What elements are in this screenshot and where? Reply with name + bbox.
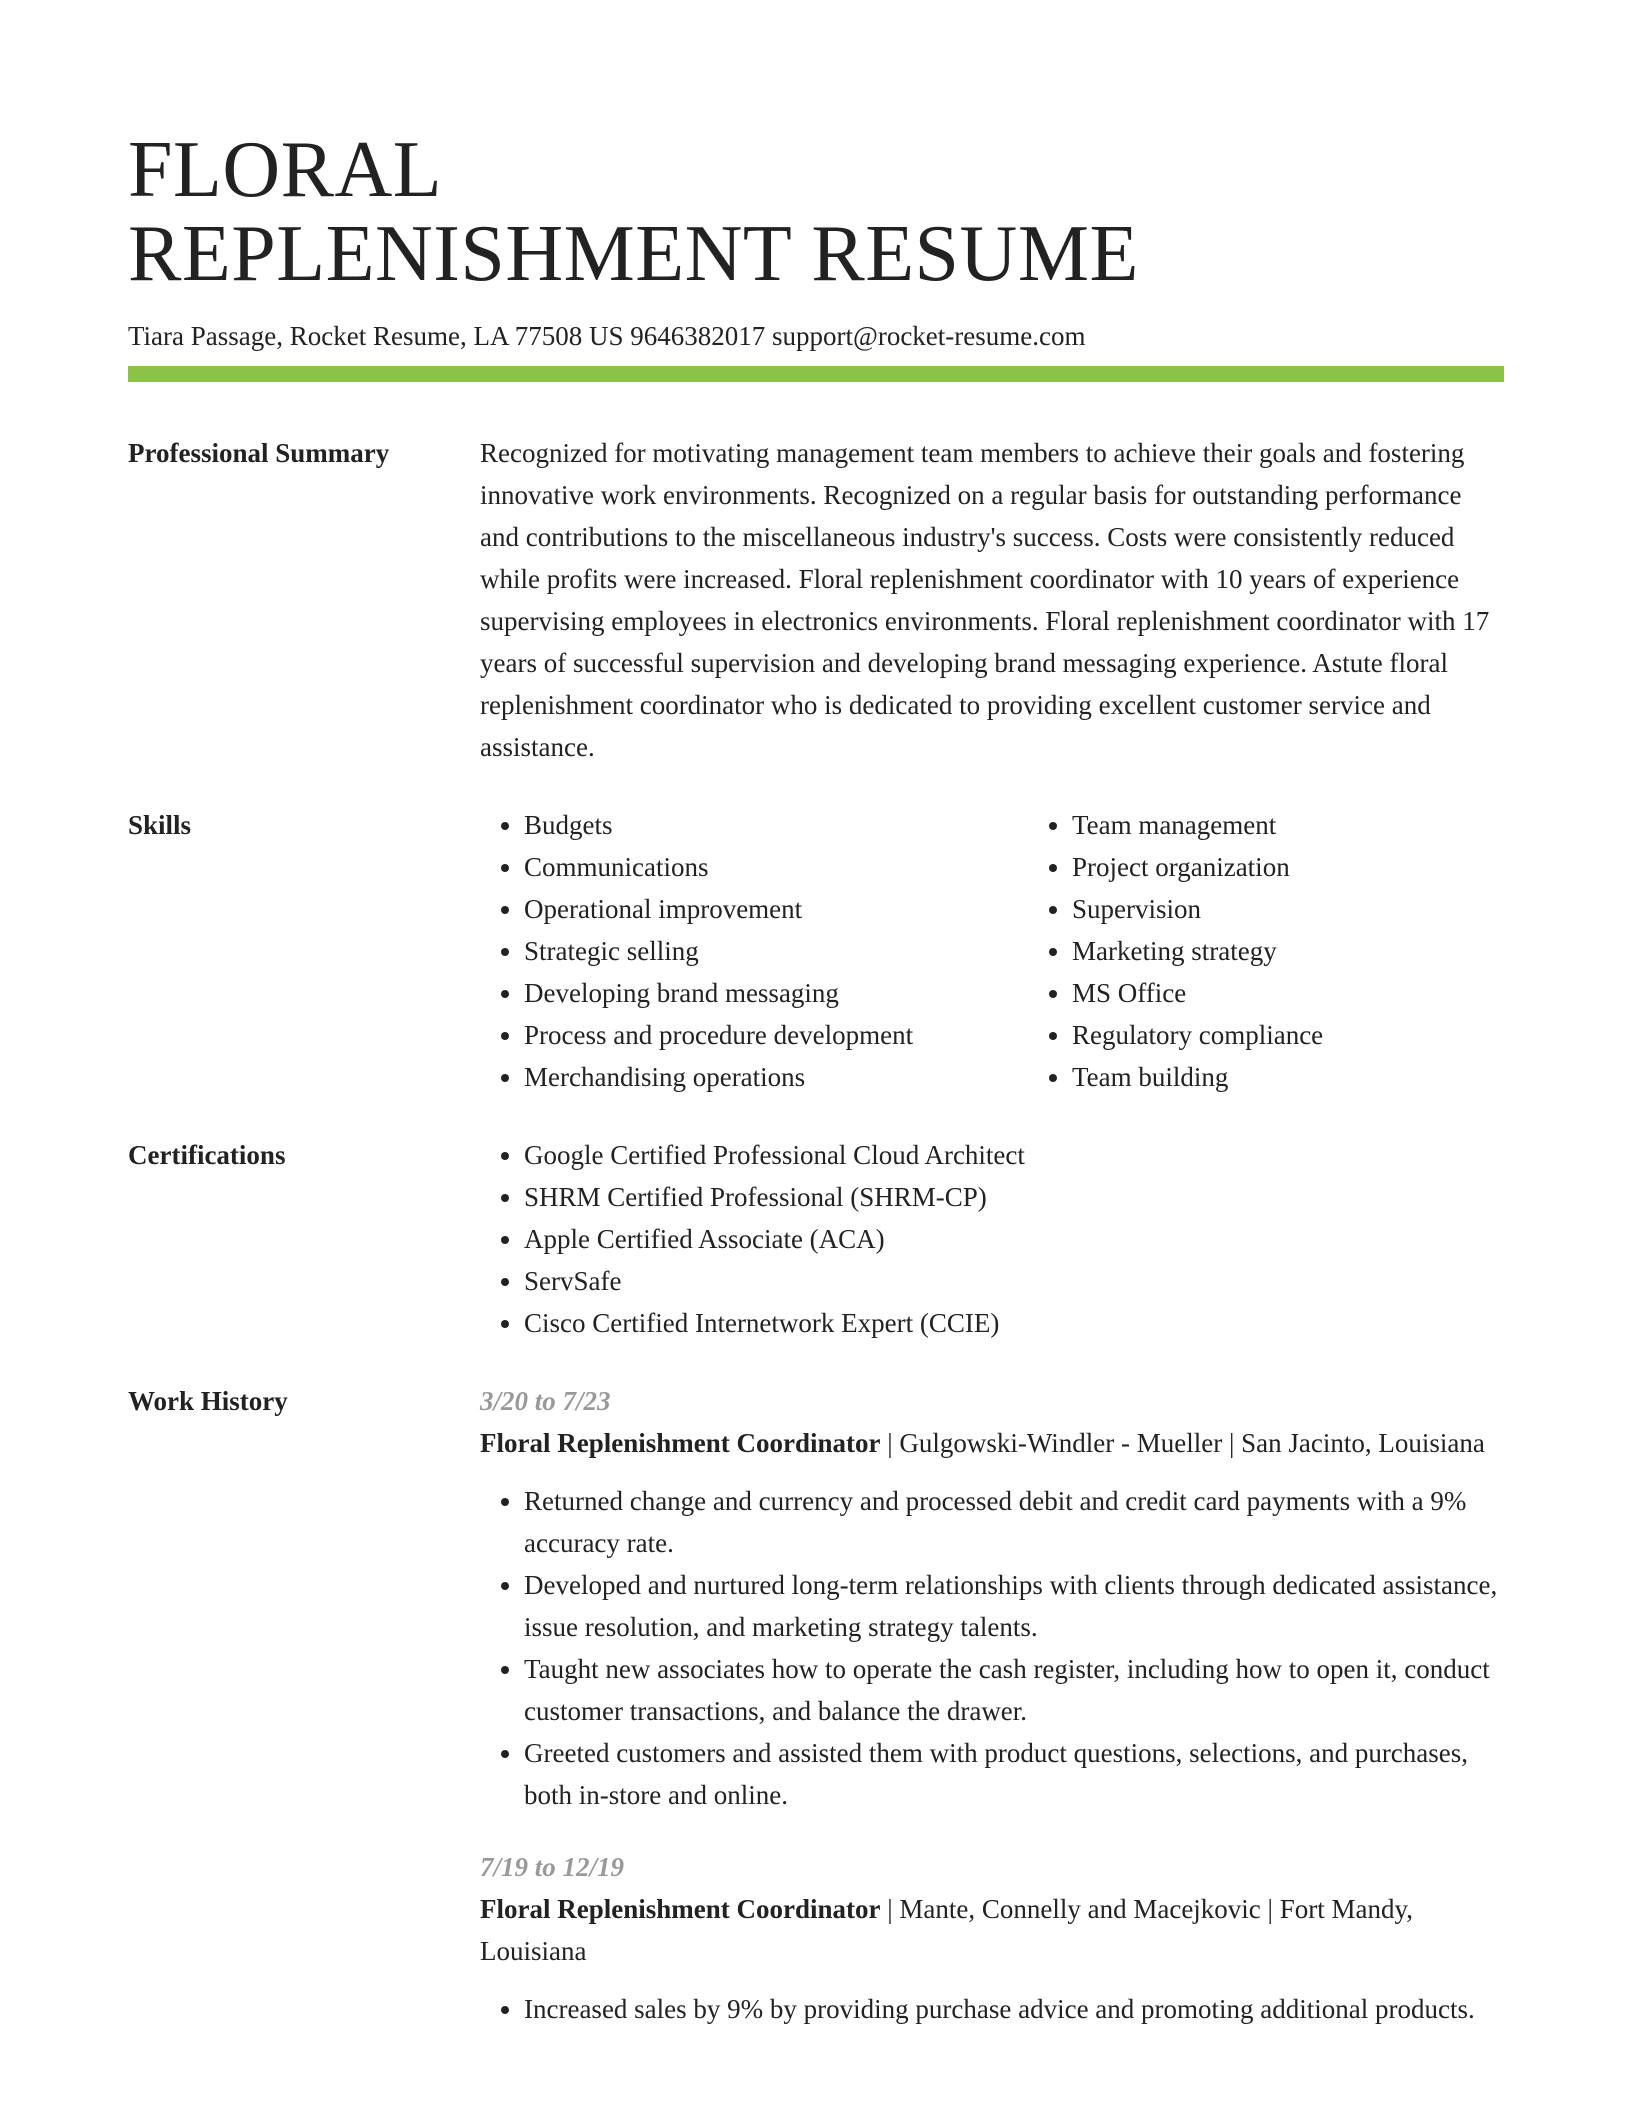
- job-heading: [480, 1888, 1504, 1972]
- certification-item: • SHRM Certified Professional (SHRM-CP): [524, 1176, 1504, 1218]
- skill-item: • Communications: [524, 846, 1028, 888]
- skill-item: • Merchandising operations: [524, 1056, 1028, 1098]
- skill-item: • Operational improvement: [524, 888, 1028, 930]
- certifications-list: [480, 1134, 1504, 1344]
- job-heading: [480, 1422, 1504, 1464]
- skill-item: • Team building: [1072, 1056, 1576, 1098]
- section-label: Skills: [128, 810, 192, 840]
- job-bullets: [480, 1988, 1504, 2030]
- skill-item: • Developing brand messaging: [524, 972, 1028, 1014]
- job-bullets: [480, 1480, 1504, 1816]
- section-certifications: [128, 1134, 1504, 1344]
- skill-item: • Team management: [1072, 804, 1576, 846]
- section-skills: [128, 804, 1504, 1098]
- job-bullet: • Taught new associates how to operate the cash register, including how to open it, conduct customer transactions, and balance the drawer.: [524, 1648, 1504, 1732]
- certification-item: • ServSafe: [524, 1260, 1504, 1302]
- job-details: | Mante, Connelly and Macejkovic | Fort Mandy, Louisiana: [480, 1894, 1413, 1966]
- job-title: Floral Replenishment Coordinator: [480, 1894, 881, 1924]
- section-label: Certifications: [128, 1140, 286, 1170]
- resume-page: [128, 128, 1504, 2060]
- header-divider: [128, 366, 1504, 382]
- section-professional-summary: [128, 432, 1504, 768]
- section-label: Work History: [128, 1386, 288, 1416]
- skill-item: • Project organization: [1072, 846, 1576, 888]
- job-bullet: • Developed and nurtured long-term relationships with clients through dedicated assistance, issue resolution, and marketing strategy talents.: [524, 1564, 1504, 1648]
- skill-item: • MS Office: [1072, 972, 1576, 1014]
- section-label: Professional Summary: [128, 438, 390, 468]
- skills-columns: [480, 804, 1576, 1098]
- job-entry: [480, 1380, 1504, 1816]
- contact-info: Tiara Passage, Rocket Resume, LA 77508 US 9646382017 support@rocket-resume.com: [128, 321, 1086, 351]
- section-body: [480, 1380, 1504, 2060]
- skill-item: • Regulatory compliance: [1072, 1014, 1576, 1056]
- skill-item: • Supervision: [1072, 888, 1576, 930]
- skills-list-left: [480, 804, 1028, 1098]
- summary-text: Recognized for motivating management team members to achieve their goals and fostering innovative work environments. Recognized on a regular basis for outstanding performance and contributions to the miscellaneous industry's success. Costs were consistently reduced while profits were increased. Floral replenishment coordinator with 10 years of experience supervising employees in electronics environments. Floral replenishment coordinator with 17 years of successful supervision and developing brand messaging experience. Astute floral replenishment coordinator who is dedicated to providing excellent customer service and assistance.: [480, 438, 1490, 762]
- resume-title: [128, 128, 1504, 296]
- job-bullet: • Greeted customers and assisted them with product questions, selections, and purchases, both in-store and online.: [524, 1732, 1504, 1816]
- section-work-history: [128, 1380, 1504, 2060]
- skill-item: • Budgets: [524, 804, 1028, 846]
- title-line-2: REPLENISHMENT RESUME: [128, 210, 1139, 298]
- job-bullet: • Increased sales by 9% by providing purchase advice and promoting additional products.: [524, 1988, 1504, 2030]
- job-dates: 7/19 to 12/19: [480, 1852, 625, 1882]
- certification-item: • Apple Certified Associate (ACA): [524, 1218, 1504, 1260]
- skill-item: • Marketing strategy: [1072, 930, 1576, 972]
- job-title: Floral Replenishment Coordinator: [480, 1428, 881, 1458]
- skill-item: • Process and procedure development: [524, 1014, 1028, 1056]
- section-body: [480, 432, 1504, 768]
- job-entry: [480, 1846, 1504, 2030]
- certification-item: • Cisco Certified Internetwork Expert (CCIE): [524, 1302, 1504, 1344]
- job-bullet: • Returned change and currency and processed debit and credit card payments with a 9% accuracy rate.: [524, 1480, 1504, 1564]
- skills-list-right: [1028, 804, 1576, 1098]
- skill-item: • Strategic selling: [524, 930, 1028, 972]
- title-line-1: FLORAL: [128, 126, 443, 214]
- job-dates: 3/20 to 7/23: [480, 1386, 611, 1416]
- job-details: | Gulgowski-Windler - Mueller | San Jacinto, Louisiana: [880, 1428, 1485, 1458]
- certification-item: • Google Certified Professional Cloud Architect: [524, 1134, 1504, 1176]
- section-body: [480, 1134, 1504, 1344]
